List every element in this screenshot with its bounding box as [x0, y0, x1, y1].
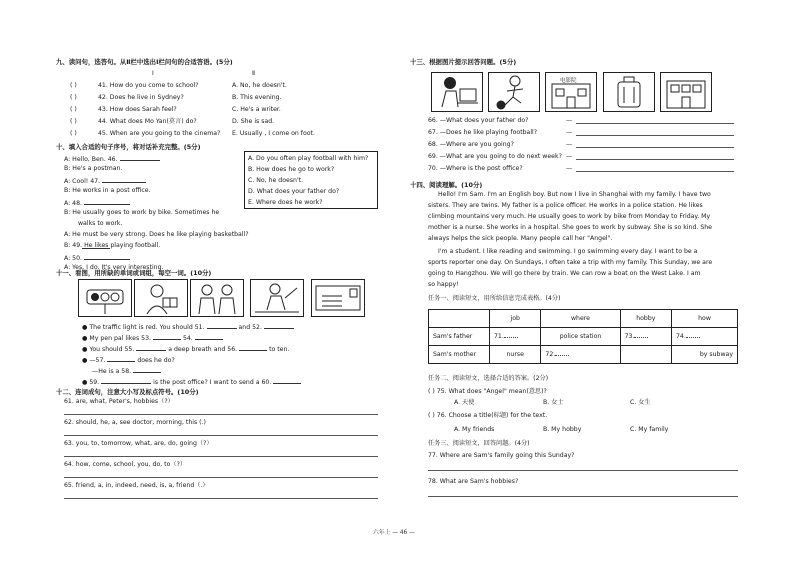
dialog-line-1: A: Hello, Ben. 46. — [64, 154, 160, 164]
dialog-line-3: A: Cool! 47. — [64, 176, 146, 186]
table-cell: Sam's father — [429, 328, 490, 346]
answer-line-63[interactable] — [64, 456, 378, 457]
section-10-heading: 十、填入合适的句子序号，将对话补充完整。(5分) — [56, 143, 201, 151]
answer-blank-71[interactable] — [504, 337, 518, 338]
answer-line-70[interactable] — [576, 171, 734, 172]
answer-blank-60[interactable] — [273, 377, 301, 384]
passage-line-4: mother is a nurse. She works in a hospital. She goes to work by subway. She is so kind. She — [428, 224, 712, 231]
q75-option-b: B. 女士 — [543, 399, 564, 406]
worker-icon — [251, 280, 303, 316]
table-header-cell — [429, 310, 490, 328]
q41-question: 41. How do you come to school? — [98, 82, 199, 89]
answer-blank-56[interactable] — [239, 344, 267, 351]
answer-line-69[interactable] — [576, 159, 734, 160]
suitcase-picture — [603, 72, 655, 112]
answer-blank-53[interactable] — [153, 333, 181, 340]
sentence-item-63: 63. you, to, tomorrow, what, are, do, going（?） — [64, 440, 213, 447]
column-2-label: Ⅱ — [252, 70, 256, 77]
q75-option-a: A. 天使 — [454, 399, 475, 406]
sentence-item-61: 61. are, what, Peter's, hobbies（?） — [64, 398, 174, 405]
answer-dash-69: — — [566, 153, 573, 160]
two-people-icon — [191, 280, 243, 316]
answer-dash-70: — — [566, 165, 573, 172]
question-67: 67. —Does he like playing football? — [428, 129, 538, 136]
passage-line-2: sisters. They are twins. My father is a police officer. He works in a police station. He likes — [428, 202, 703, 209]
answer-blank-54[interactable] — [195, 333, 223, 340]
answer-line-64[interactable] — [64, 477, 378, 478]
dialog-line-6: B: He usually goes to work by bike. Sometimes he — [64, 209, 220, 216]
info-table — [428, 309, 738, 364]
q43-question: 43. How does Sarah feel? — [98, 106, 177, 113]
answer-dash-66: — — [566, 117, 573, 124]
section-12-heading: 十二、连词成句，注意大小写及标点符号。(10分) — [56, 388, 199, 396]
question-70: 70. —Where is the post office? — [428, 165, 523, 172]
q44-question: 44. What does Mo Yan(莫言) do? — [98, 118, 197, 125]
table-row — [429, 328, 738, 346]
question-75: ( ) 75. What does "Angel" mean(意思)? — [428, 388, 547, 395]
envelope-icon — [312, 280, 364, 316]
dialog-line-11: A: Yes, I do. It's very interesting. — [64, 264, 164, 271]
post-office-picture — [660, 72, 712, 112]
worker-picture — [250, 279, 304, 317]
answer-line-77[interactable] — [428, 470, 738, 471]
blank-line-59: ● 59. is the post office? I want to send a 60. — [82, 377, 301, 387]
option-b: B. This evening. — [232, 94, 282, 101]
answer-blank-52[interactable] — [264, 322, 294, 329]
answer-blank-51[interactable] — [207, 322, 237, 329]
q75-option-c: C. 女生 — [630, 399, 651, 406]
option-a: A. No, he doesn't. — [232, 82, 287, 89]
answer-dash-67: — — [566, 129, 573, 136]
q76-option-c: C. My family — [630, 426, 669, 433]
answer-blank-57[interactable] — [107, 355, 135, 362]
question-69: 69. —What are you going to do next week? — [428, 153, 562, 160]
traffic-light-picture — [78, 279, 132, 317]
passage-line-8: going to Hangzhou. We will go there by train. We can row a boat on the West Lake. I am — [428, 270, 701, 277]
table-header-cell: how — [672, 310, 738, 328]
q44-paren: ( ) — [70, 118, 77, 125]
cinema-picture — [545, 72, 597, 112]
answer-blank-47[interactable] — [102, 176, 146, 183]
blank-line-58: —He is a 58. — [92, 366, 161, 376]
question-78: 78. What are Sam's hobbies? — [428, 478, 519, 485]
dialog-option-d: D. What does your father do? — [248, 188, 340, 195]
passage-line-3: climbing mountains very much. He usually goes to work by bike from Monday to Friday. My — [428, 213, 711, 220]
answer-line-61[interactable] — [64, 414, 378, 415]
letter-picture — [311, 279, 365, 317]
sentence-item-65: 65. friend, a, in, indeed, need, is, a, friend（.） — [64, 482, 209, 489]
dialog-line-10: A: 50. — [64, 253, 130, 263]
dialog-line-8: A: He must be very strong. Does he like playing basketball? — [64, 231, 249, 238]
table-header-row — [429, 310, 738, 328]
blank-line-57: ● —57. does he do? — [82, 357, 175, 364]
passage-line-5: always helps the sick people. Many people call her "Angel". — [428, 235, 613, 242]
football-picture — [488, 72, 540, 112]
answer-blank-59[interactable] — [101, 377, 151, 384]
boy-reading-picture — [134, 279, 188, 317]
blank-line-53: ● My pen pal likes 53. 54. — [82, 333, 223, 343]
task-3-heading: 任务三、阅读短文，回答问题。(4分) — [428, 440, 530, 447]
option-e: E. Usually , I come on foot. — [232, 130, 315, 137]
dialog-line-9: B: 49. He likes playing football. — [64, 242, 161, 249]
table-header-cell: hobby — [620, 310, 671, 328]
question-66: 66. —What does your father do? — [428, 117, 529, 124]
blank-line-51: ● The traffic light is red. You should 51. and 52. — [82, 322, 294, 332]
table-cell: police station — [541, 328, 620, 346]
task-2-heading: 任务二、阅读短文，选择合适的答案。(2分) — [428, 375, 549, 382]
reading-boy-icon — [135, 280, 187, 316]
table-cell: by subway — [672, 346, 738, 364]
column-1-label: Ⅰ — [152, 70, 154, 77]
table-cell[interactable]: 72. — [541, 346, 620, 364]
answer-blank-73[interactable] — [634, 337, 648, 338]
passage-line-7: sports reporter one day. On Sundays, I often take a trip with my family. This Sunday, we are — [428, 259, 713, 266]
section-9-heading: 九、读问句，选答句。从Ⅱ栏中选出Ⅰ栏问句的合适答语。(5分) — [56, 58, 233, 66]
answer-blank-50[interactable] — [84, 253, 130, 260]
q76-option-a: A. My friends — [454, 426, 495, 433]
q45-question: 45. When are you going to the cinema? — [98, 130, 221, 137]
q42-paren: ( ) — [70, 94, 77, 101]
sentence-item-64: 64. how, come, school, you, do, to（?） — [64, 461, 187, 468]
option-d: D. She is sad. — [232, 118, 275, 125]
dialog-line-5: A: 48. — [64, 198, 130, 208]
table-cell — [620, 346, 671, 364]
dialog-line-2: B: He's a postman. — [64, 165, 123, 172]
answer-blank-46[interactable] — [120, 154, 160, 161]
page-footer: 六年上 — 46 — — [373, 530, 415, 536]
answer-line-65[interactable] — [64, 498, 378, 499]
answer-line-62[interactable] — [64, 435, 378, 436]
suitcase-icon — [604, 73, 654, 111]
answer-blank-58[interactable] — [133, 366, 161, 373]
table-header-cell: where — [541, 310, 620, 328]
dialog-option-c: C. No, he doesn't. — [248, 177, 304, 184]
cinema-sign: 电影院 — [560, 78, 577, 84]
q45-paren: ( ) — [70, 130, 77, 137]
dialog-option-a: A. Do you often play football with him? — [248, 155, 369, 162]
answer-blank-74[interactable] — [686, 337, 700, 338]
question-76: ( ) 76. Choose a title(标题) for the text. — [428, 412, 548, 419]
passage-line-6: I'm a student. I like reading and swimming. I go swimming every day. I want to be a — [438, 248, 698, 255]
dialog-option-e: E. Where does he work? — [248, 199, 323, 206]
sentence-item-62: 62. should, he, a, see doctor, morning, this (.) — [64, 419, 206, 426]
question-77: 77. Where are Sam's family going this Sunday? — [428, 452, 575, 459]
option-c: C. He's a writer. — [232, 106, 281, 113]
q76-option-b: B. My hobby — [543, 426, 582, 433]
breathing-picture — [190, 279, 244, 317]
answer-line-68[interactable] — [576, 147, 734, 148]
table-cell[interactable]: 71. — [490, 328, 541, 346]
table-cell: Sam's mother — [429, 346, 490, 364]
table-cell[interactable]: 74. — [672, 328, 738, 346]
answer-dash-68: — — [566, 141, 573, 148]
answer-blank-49[interactable] — [82, 242, 110, 249]
blank-line-55: ● You should 55. a deep breath and 56. to ten. — [82, 346, 290, 353]
table-header-cell: job — [490, 310, 541, 328]
traffic-light-icon — [79, 280, 131, 316]
q42-question: 42. Does he live in Sydney? — [98, 94, 184, 101]
answer-blank-48[interactable] — [84, 198, 130, 205]
dialog-line-7: walks to work. — [78, 220, 123, 227]
answer-line-66[interactable] — [576, 123, 734, 124]
answer-blank-55[interactable] — [136, 344, 166, 351]
person-computer-icon — [432, 73, 482, 111]
football-player-icon — [489, 73, 539, 111]
q43-paren: ( ) — [70, 106, 77, 113]
section-13-heading: 十三、根据图片提示回答问题。(5分) — [410, 58, 517, 66]
answer-line-78[interactable] — [428, 496, 738, 497]
section-14-heading: 十四、阅读理解。(10分) — [410, 181, 483, 189]
dialog-option-b: B. How does he go to work? — [248, 166, 335, 173]
task-1-heading: 任务一、阅读短文，用所给信息完成表格。(4分) — [428, 295, 561, 302]
table-cell: nurse — [490, 346, 541, 364]
passage-line-1: Hello! I'm Sam. I'm an English boy. But now I live in Shanghai with my family. I have two — [438, 191, 711, 198]
passage-line-9: so happy! — [428, 281, 459, 288]
section-11-heading: 十一、看图，用所缺的单词或词组，每空一词。(10分) — [56, 269, 212, 277]
q41-paren: ( ) — [70, 82, 77, 89]
answer-blank-72[interactable] — [555, 355, 569, 356]
computer-worker-picture — [431, 72, 483, 112]
question-68: 68. —Where are you going? — [428, 141, 514, 148]
building-icon — [661, 73, 711, 111]
dialog-line-4: B: He works in a post office. — [64, 187, 151, 194]
table-row — [429, 346, 738, 364]
answer-line-67[interactable] — [576, 135, 734, 136]
table-cell[interactable]: 73. — [620, 328, 671, 346]
